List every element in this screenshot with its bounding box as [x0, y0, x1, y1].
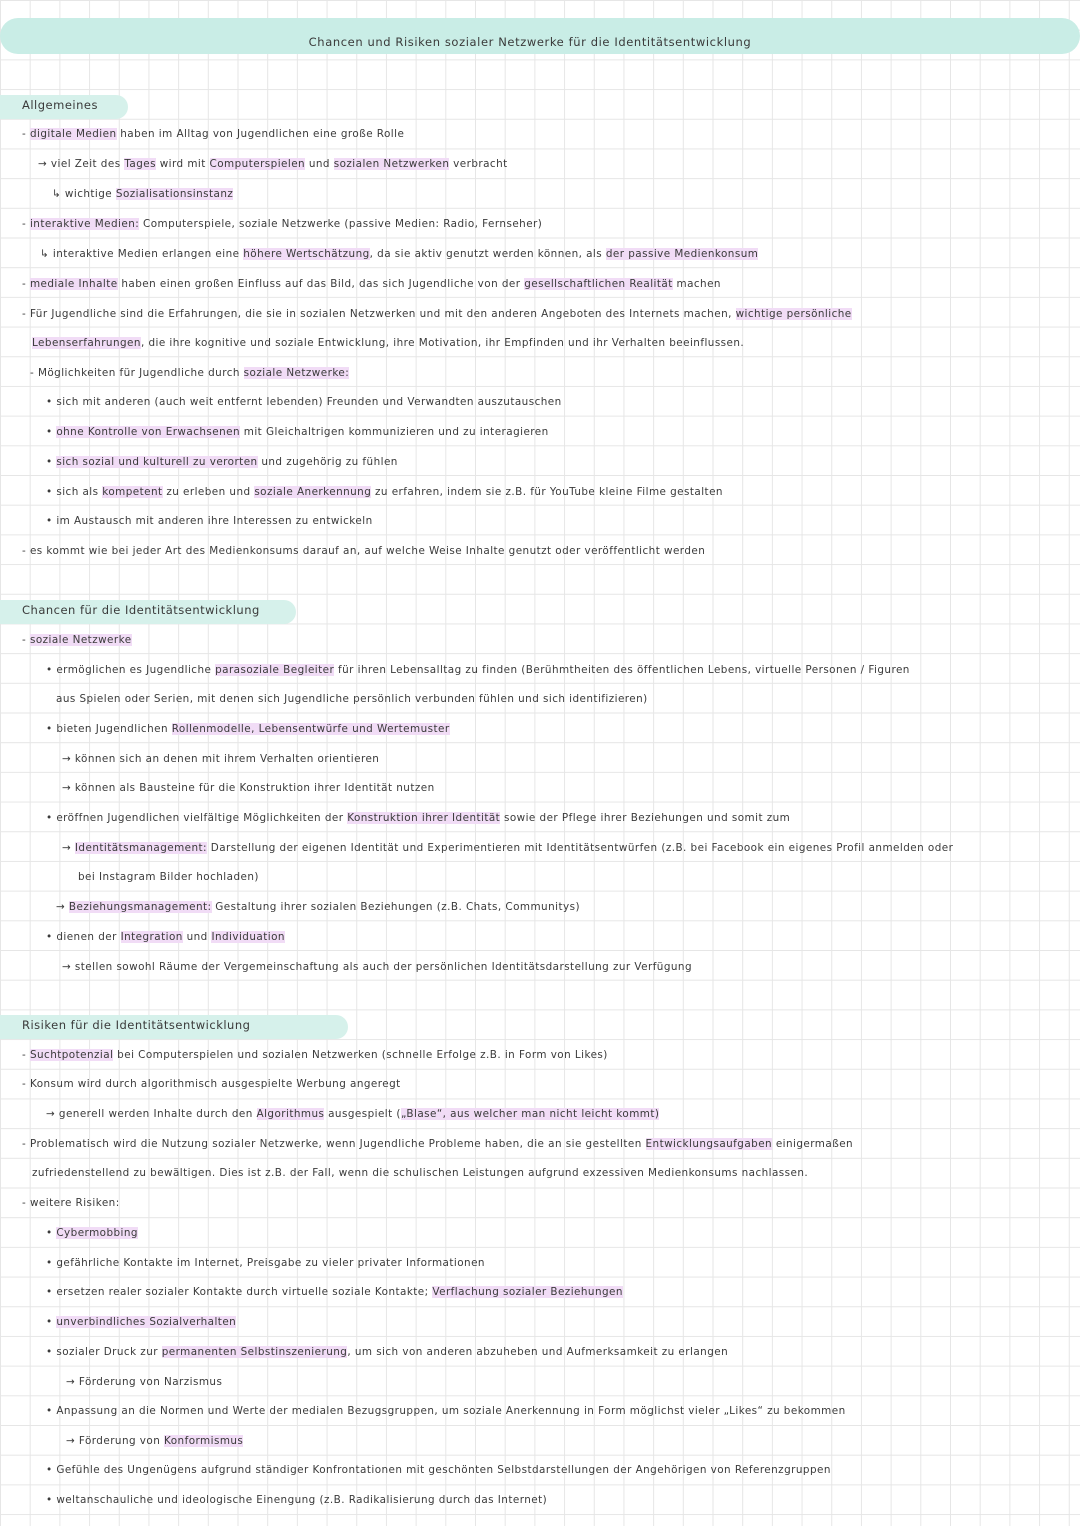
note-line [62, 782, 435, 794]
text-segment: → Förderung von [66, 1435, 164, 1447]
highlighted-term: sozialen Netzwerken [333, 158, 450, 170]
note-line [22, 1049, 608, 1061]
note-line [32, 1167, 808, 1179]
text-segment: Darstellung der eigenen Identität und Experimentieren mit Identitätsentwürfen (z.B. bei Facebook ein eigenes Profil anmelden oder [207, 842, 954, 854]
highlighted-term: Identitätsmanagement: [74, 842, 208, 854]
note-line [66, 1435, 243, 1447]
highlighted-term: Lebenserfahrungen [32, 337, 141, 349]
text-segment: - [22, 1049, 30, 1061]
note-line [22, 545, 705, 557]
text-segment: - [22, 634, 30, 646]
highlighted-term: Integration [120, 931, 183, 943]
note-line [52, 188, 233, 200]
note-line [46, 456, 398, 468]
text-segment: - [22, 278, 30, 290]
text-segment: → Förderung von Narzismus [66, 1376, 223, 1388]
text-segment: - Konsum wird durch algorithmisch ausgespielte Werbung angeregt [22, 1078, 401, 1090]
note-line [46, 812, 790, 824]
text-segment: machen [672, 278, 721, 290]
note-line [78, 871, 259, 883]
highlighted-term: Rollenmodelle, Lebensentwürfe und Wertemuster [171, 723, 450, 735]
highlighted-term: Suchtpotenzial [29, 1049, 114, 1061]
highlighted-term: parasoziale Begleiter [215, 664, 335, 676]
text-segment: bei Computerspielen und sozialen Netzwerken (schnelle Erfolge z.B. in Form von Likes) [113, 1049, 608, 1061]
text-segment: mit Gleichaltrigen kommunizieren und zu interagieren [240, 426, 549, 438]
text-segment: einigermaßen [772, 1138, 854, 1150]
note-line [22, 218, 542, 230]
note-line [22, 128, 404, 140]
highlighted-term: Computerspielen [209, 158, 306, 170]
highlighted-term: Tages [124, 158, 156, 170]
note-line [56, 693, 648, 705]
text-segment: - es kommt wie bei jeder Art des Medienkonsums darauf an, auf welche Weise Inhalte genutzt oder veröffentlicht werden [22, 545, 706, 557]
highlighted-term: soziale Anerkennung [254, 486, 372, 498]
note-line [46, 723, 450, 735]
highlighted-term: digitale Medien [29, 128, 117, 140]
note-line [46, 1108, 659, 1120]
highlighted-term: mediale Inhalte [29, 278, 118, 290]
text-segment: ↳ wichtige [52, 188, 116, 200]
highlighted-term: kompetent [102, 486, 163, 498]
note-line [46, 1464, 831, 1476]
text-segment: • [46, 1316, 57, 1328]
highlighted-term: „Blase“, aus welcher man nicht leicht kommt) [400, 1108, 660, 1120]
highlighted-term: Beziehungsmanagement: [68, 901, 212, 913]
text-segment: • [46, 456, 57, 468]
text-segment: • sozialer Druck zur [46, 1346, 162, 1358]
text-segment: , die ihre kognitive und soziale Entwicklung, ihre Motivation, ihr Empfinden und ihr Verhalten beeinflussen. [140, 337, 745, 349]
text-segment: zu erleben und [162, 486, 255, 498]
text-segment: haben im Alltag von Jugendlichen eine große Rolle [116, 128, 405, 140]
text-segment: - weitere Risiken: [22, 1197, 120, 1209]
note-line [22, 278, 721, 290]
text-segment: • im Austausch mit anderen ihre Interessen zu entwickeln [46, 515, 373, 527]
note-line [66, 1376, 222, 1388]
text-segment: → viel Zeit des [38, 158, 125, 170]
note-line [46, 426, 549, 438]
note-line [46, 1346, 728, 1358]
text-segment: → [56, 901, 69, 913]
text-segment: - Für Jugendliche sind die Erfahrungen, die sie in sozialen Netzwerken und mit den anderen Angeboten des Internets machen, [22, 308, 736, 320]
highlighted-term: permanenten Selbstinszenierung [161, 1346, 348, 1358]
highlighted-term: Cybermobbing [56, 1227, 138, 1239]
note-line [22, 308, 852, 320]
note-line [62, 961, 692, 973]
highlighted-term: wichtige persönliche [735, 308, 852, 320]
highlighted-term: unverbindliches Sozialverhalten [56, 1316, 237, 1328]
text-segment: zufriedenstellend zu bewältigen. Dies ist z.B. der Fall, wenn die schulischen Leistungen aufgrund exzessiven Medienkonsums nachlassen. [32, 1167, 809, 1179]
highlighted-term: Algorithmus [256, 1108, 325, 1120]
note-line [46, 1286, 623, 1298]
note-line [46, 486, 723, 498]
highlighted-term: Sozialisationsinstanz [115, 188, 234, 200]
text-segment: • Anpassung an die Normen und Werte der medialen Bezugsgruppen, um soziale Anerkennung in Form möglichst vieler „Likes“ zu bekommen [46, 1405, 846, 1417]
note-line [38, 158, 508, 170]
text-segment: - Problematisch wird die Nutzung sozialer Netzwerke, wenn Jugendliche Probleme haben, die an sie gestellten [22, 1138, 646, 1150]
note-line [22, 1138, 853, 1150]
text-segment: • eröffnen Jugendlichen vielfältige Möglichkeiten der [46, 812, 348, 824]
note-line [46, 515, 373, 527]
text-segment: • ermöglichen es Jugendliche [46, 664, 216, 676]
text-segment: → generell werden Inhalte durch den [46, 1108, 257, 1120]
text-segment: und zugehörig zu fühlen [257, 456, 398, 468]
text-segment: und [182, 931, 212, 943]
text-segment: • gefährliche Kontakte im Internet, Preisgabe zu vieler privater Informationen [46, 1257, 485, 1269]
note-line [32, 337, 744, 349]
text-segment: • sich mit anderen (auch weit entfernt lebenden) Freunden und Verwandten auszutauschen [46, 396, 562, 408]
note-line [62, 842, 953, 854]
text-segment: aus Spielen oder Serien, mit denen sich Jugendliche persönlich verbunden fühlen und sich identifizieren) [56, 693, 648, 705]
text-segment: • Gefühle des Ungenügens aufgrund ständiger Konfrontationen mit geschönten Selbstdarstellungen der Angehörigen von Referenzgruppen [46, 1464, 831, 1476]
highlighted-term: ohne Kontrolle von Erwachsenen [56, 426, 241, 438]
note-line [46, 1316, 236, 1328]
highlighted-term: Individuation [211, 931, 285, 943]
note-line [30, 367, 349, 379]
text-segment: → können als Bausteine für die Konstruktion ihrer Identität nutzen [62, 782, 435, 794]
section-heading: Chancen für die Identitätsentwicklung [22, 603, 260, 617]
note-line [46, 1257, 485, 1269]
highlighted-term: soziale Netzwerke: [243, 367, 350, 379]
page-title: Chancen und Risiken sozialer Netzwerke für die Identitätsentwicklung [308, 35, 752, 49]
highlighted-term: Verflachung sozialer Beziehungen [432, 1286, 623, 1298]
highlighted-term: der passive Medienkonsum [605, 248, 759, 260]
note-line [22, 634, 132, 646]
text-segment: und [305, 158, 334, 170]
note-line [46, 1227, 138, 1239]
text-segment: • dienen der [46, 931, 121, 943]
section-heading: Allgemeines [22, 98, 98, 112]
text-segment: Gestaltung ihrer sozialen Beziehungen (z.B. Chats, Communitys) [211, 901, 580, 913]
highlighted-term: interaktive Medien: [29, 218, 140, 230]
text-segment: , da sie aktiv genutzt werden können, als [369, 248, 606, 260]
text-segment: für ihren Lebensalltag zu finden (Berühmtheiten des öffentlichen Lebens, virtuelle Personen / Figuren [334, 664, 910, 676]
text-segment: → [62, 842, 75, 854]
text-segment: , um sich von anderen abzuheben und Aufmerksamkeit zu erlangen [347, 1346, 729, 1358]
text-segment: • weltanschauliche und ideologische Einengung (z.B. Radikalisierung durch das Internet) [46, 1494, 548, 1506]
text-segment: verbracht [449, 158, 508, 170]
section-heading: Risiken für die Identitätsentwicklung [22, 1018, 251, 1032]
text-segment: → können sich an denen mit ihrem Verhalten orientieren [62, 753, 380, 765]
text-segment: ausgespielt ( [324, 1108, 401, 1120]
highlighted-term: höhere Wertschätzung [243, 248, 370, 260]
text-segment: • [46, 1227, 57, 1239]
note-line [46, 931, 285, 943]
text-segment: → stellen sowohl Räume der Vergemeinschaftung als auch der persönlichen Identitätsdarstellung zur Verfügung [62, 961, 693, 973]
note-line [46, 396, 562, 408]
note-line [46, 1405, 846, 1417]
note-line [22, 1197, 120, 1209]
text-segment: • ersetzen realer sozialer Kontakte durch virtuelle soziale Kontakte; [46, 1286, 433, 1298]
text-segment: - [22, 128, 30, 140]
text-segment: • sich als [46, 486, 103, 498]
note-line [46, 1494, 547, 1506]
highlighted-term: Entwicklungsaufgaben [645, 1138, 773, 1150]
text-segment: - [22, 218, 30, 230]
highlighted-term: sich sozial und kulturell zu verorten [56, 456, 258, 468]
text-segment: bei Instagram Bilder hochladen) [78, 871, 259, 883]
note-line [46, 664, 910, 676]
note-line [56, 901, 580, 913]
text-segment: wird mit [155, 158, 210, 170]
text-segment: - Möglichkeiten für Jugendliche durch [30, 367, 244, 379]
note-line [62, 753, 379, 765]
highlighted-term: Konstruktion ihrer Identität [347, 812, 501, 824]
text-segment: Computerspiele, soziale Netzwerke (passive Medien: Radio, Fernseher) [139, 218, 543, 230]
highlighted-term: soziale Netzwerke [29, 634, 132, 646]
text-segment: • bieten Jugendlichen [46, 723, 172, 735]
highlighted-term: Konformismus [164, 1435, 244, 1447]
text-segment: zu erfahren, indem sie z.B. für YouTube kleine Filme gestalten [371, 486, 723, 498]
text-segment: haben einen großen Einfluss auf das Bild, das sich Jugendliche von der [117, 278, 525, 290]
text-segment: • [46, 426, 57, 438]
text-segment: sowie der Pflege ihrer Beziehungen und somit zum [500, 812, 791, 824]
note-line [40, 248, 758, 260]
highlighted-term: gesellschaftlichen Realität [524, 278, 673, 290]
note-line [22, 1078, 401, 1090]
text-segment: ↳ interaktive Medien erlangen eine [40, 248, 244, 260]
